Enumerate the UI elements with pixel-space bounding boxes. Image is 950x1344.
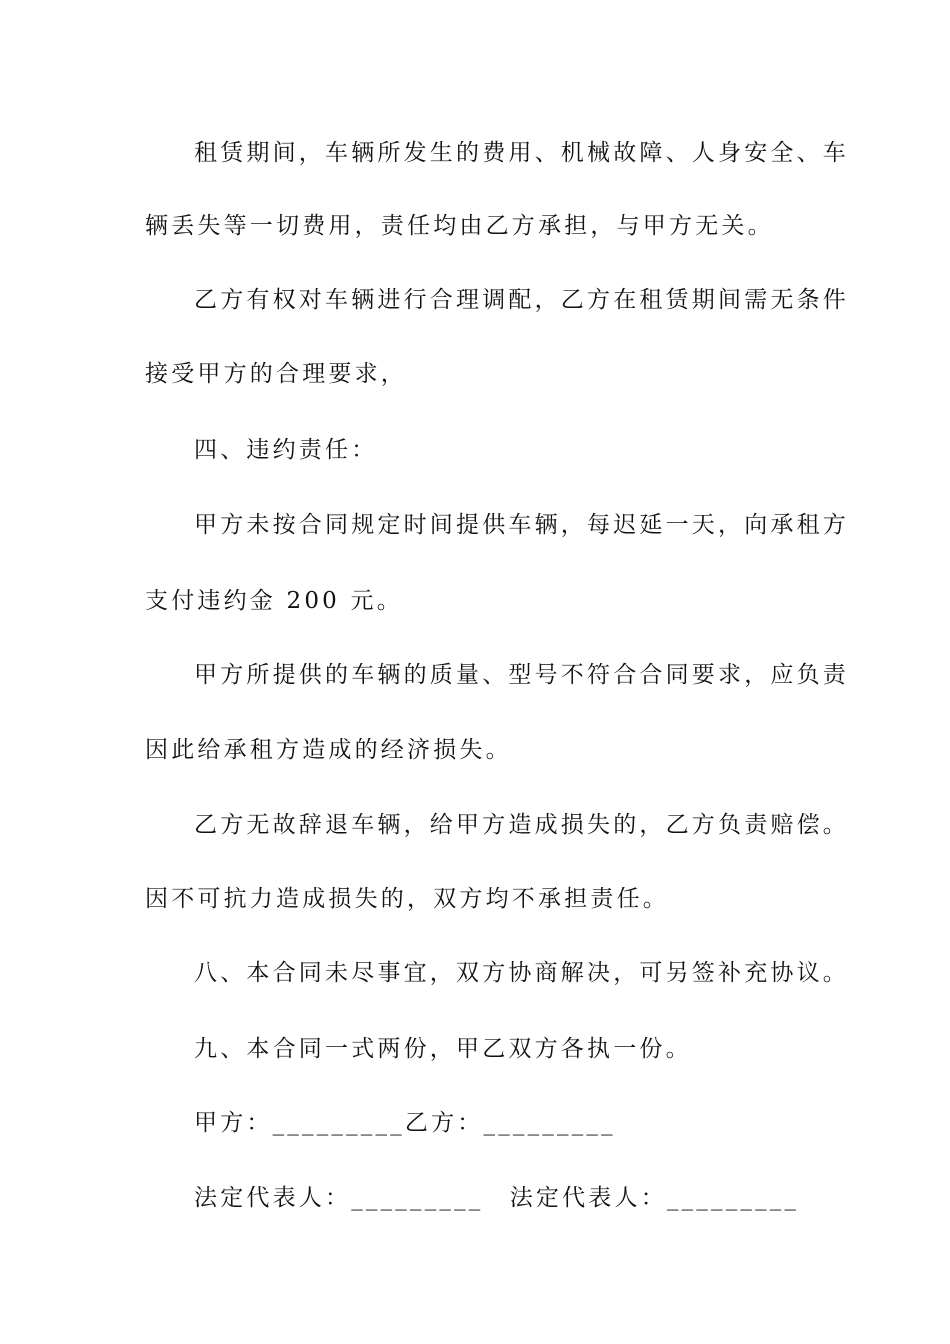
paragraph-line: 接受甲方的合理要求， bbox=[145, 361, 407, 387]
clause-nine: 九、本合同一式两份，甲乙双方各执一份。 bbox=[194, 1036, 692, 1062]
paragraph-line: 支付违约金 200 元。 bbox=[145, 588, 403, 614]
clause-eight: 八、本合同未尽事宜，双方协商解决，可另签补充协议。 bbox=[194, 960, 849, 986]
representative-signature-line: 法定代表人：_________ 法定代表人：_________ bbox=[194, 1185, 800, 1211]
paragraph-line: 辆丢失等一切费用，责任均由乙方承担，与甲方无关。 bbox=[145, 213, 774, 239]
paragraph-line: 甲方所提供的车辆的质量、型号不符合合同要求，应负责 bbox=[194, 662, 849, 688]
paragraph-line: 乙方无故辞退车辆，给甲方造成损失的，乙方负责赔偿。 bbox=[194, 812, 849, 838]
paragraph-line: 因此给承租方造成的经济损失。 bbox=[145, 737, 512, 763]
paragraph-line: 甲方未按合同规定时间提供车辆，每迟延一天，向承租方 bbox=[194, 512, 849, 538]
paragraph-line: 租赁期间，车辆所发生的费用、机械故障、人身安全、车 bbox=[194, 140, 849, 166]
paragraph-line: 乙方有权对车辆进行合理调配，乙方在租赁期间需无条件 bbox=[194, 287, 849, 313]
party-signature-line: 甲方：_________乙方：_________ bbox=[194, 1110, 616, 1136]
paragraph-line: 因不可抗力造成损失的，双方均不承担责任。 bbox=[145, 886, 669, 912]
section-heading: 四、违约责任： bbox=[194, 437, 378, 463]
